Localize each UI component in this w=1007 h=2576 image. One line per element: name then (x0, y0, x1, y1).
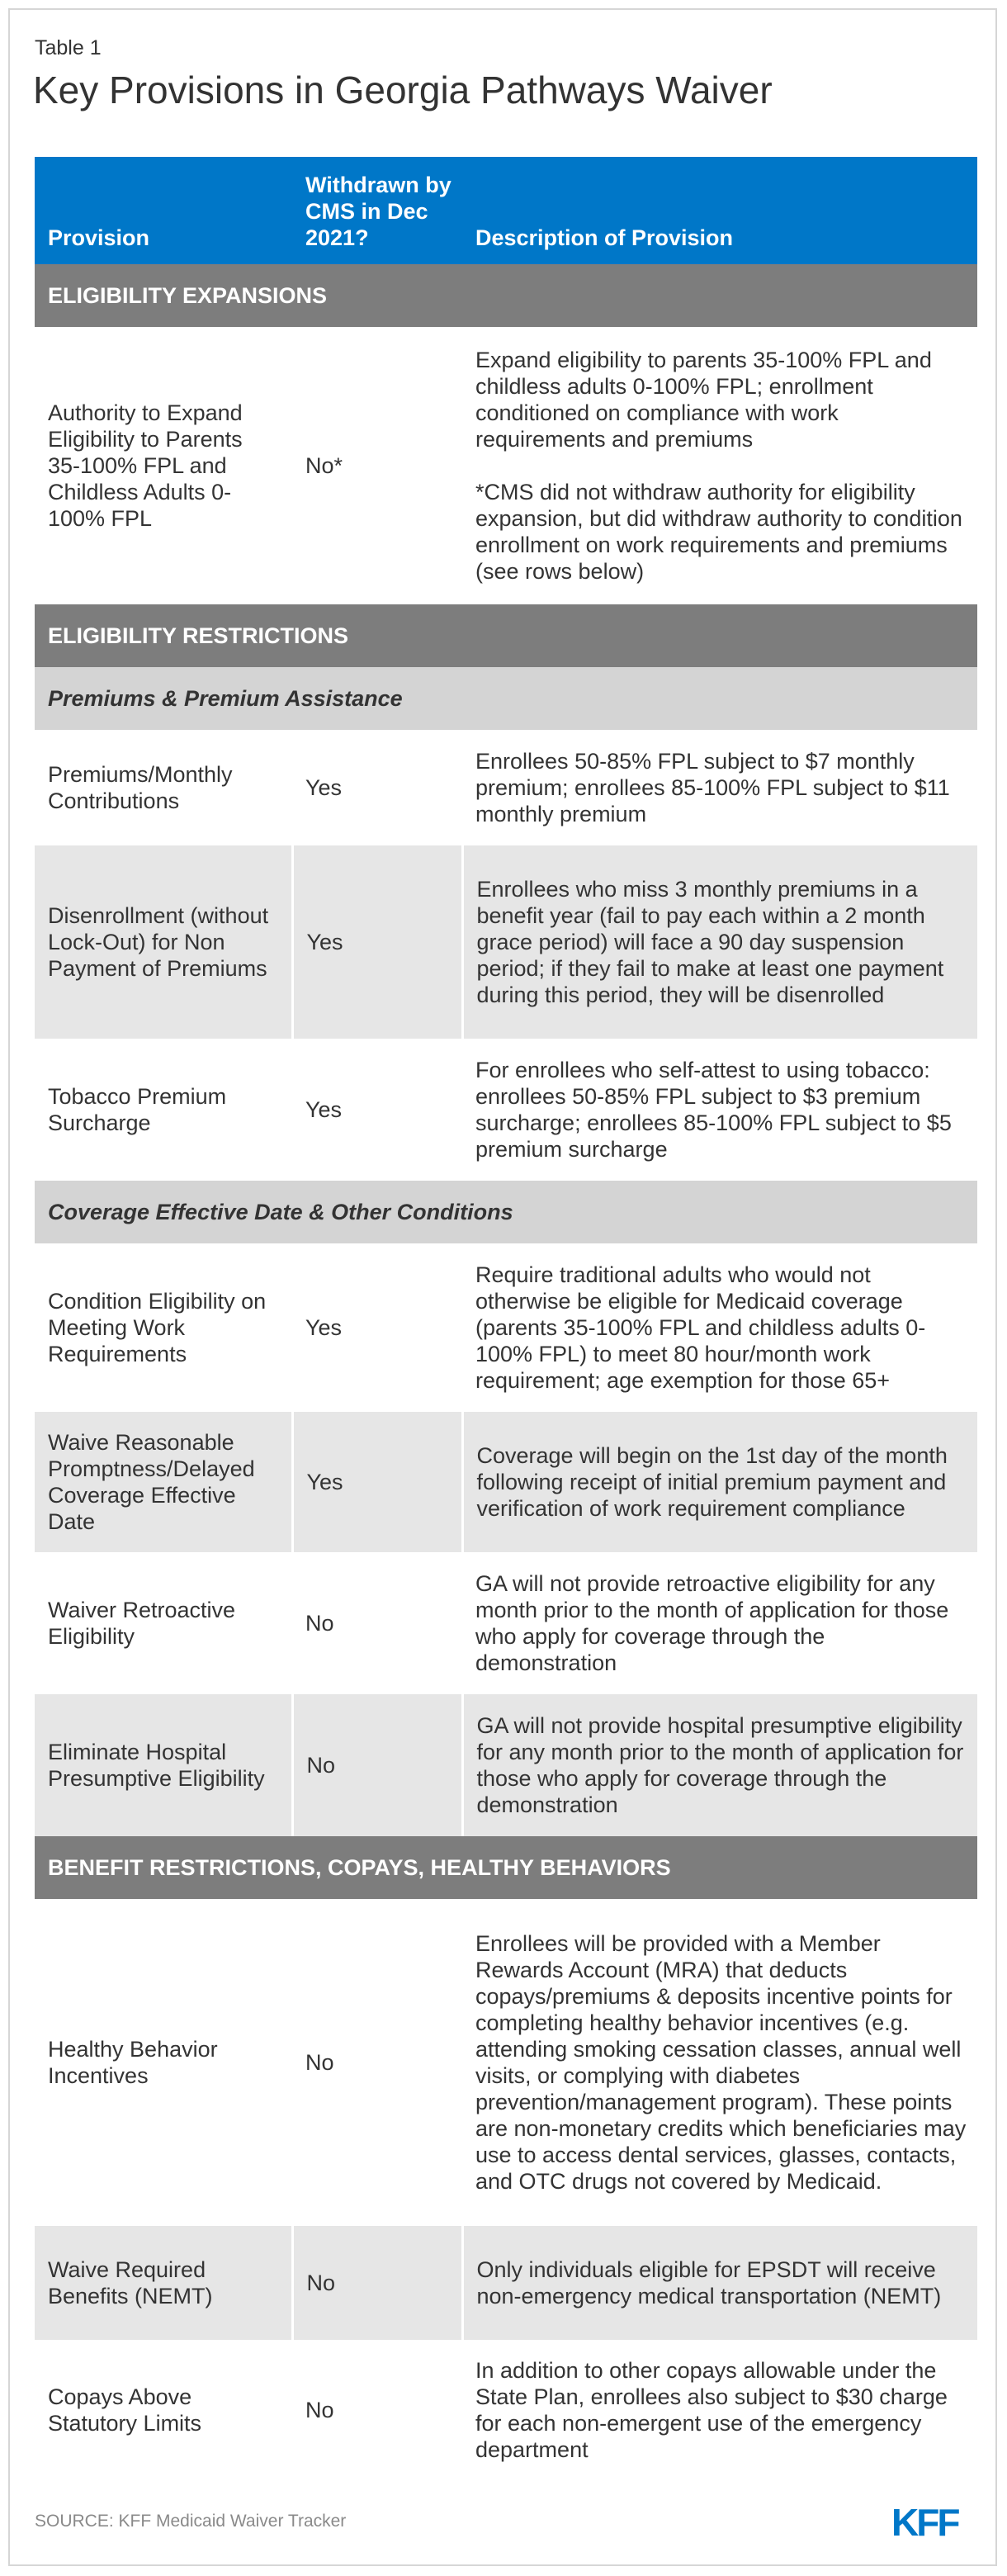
withdrawn-cell: No (292, 1694, 462, 1836)
description-cell: Coverage will begin on the 1st day of the month following receipt of initial premium payment and verification of work requirement compliance (462, 1412, 977, 1552)
subsection-row (35, 1181, 977, 1243)
column-header-provision: Provision (35, 157, 292, 264)
source-note: SOURCE: KFF Medicaid Waiver Tracker (35, 2512, 347, 2531)
withdrawn-cell: No (305, 1611, 334, 1636)
kff-logo: KFF (891, 2501, 958, 2544)
description-cell: Require traditional adults who would not otherwise be eligible for Medicaid coverage (parents 35-100% FPL and childless adults 0-100% FPL) to meet 80 hour/month work requirement; age exemption for those 65+ (475, 1262, 926, 1393)
description-cell: GA will not provide hospital presumptive eligibility for any month prior to the month of application for those who apply for coverage through the demonstration (462, 1694, 977, 1836)
provision-cell: Disenrollment (without Lock-Out) for Non Payment of Premiums (35, 845, 292, 1039)
description-cell: Only individuals eligible for EPSDT will receive non-emergency medical transportation (NEMT) (462, 2226, 977, 2340)
description-cell: Enrollees will be provided with a Member Rewards Account (MRA) that deducts copays/premiums & deposits incentive points for completing healthy behavior incentives (e.g. attending smoking cessation classes, annual well visits, or complying with diabetes prevention/management program). These points are non-monetary credits which beneficiaries may use to access dental services, glasses, contacts, and OTC drugs not covered by Medicaid. (475, 1931, 967, 2194)
table-row (35, 1412, 977, 1552)
table-row (35, 2226, 977, 2340)
table-label: Table 1 (35, 36, 102, 59)
description-cell (462, 327, 977, 604)
table-row (35, 327, 977, 604)
section-title: ELIGIBILITY RESTRICTIONS (35, 604, 977, 667)
withdrawn-cell: Yes (305, 775, 343, 800)
subsection-title: Coverage Effective Date & Other Conditions (35, 1181, 977, 1243)
description-text: Expand eligibility to parents 35-100% FPL and childless adults 0-100% FPL; enrollment conditioned on compliance with work requirements and premiums (475, 348, 932, 452)
section-title: ELIGIBILITY EXPANSIONS (35, 264, 977, 327)
subsection-title: Premiums & Premium Assistance (35, 667, 977, 730)
withdrawn-cell: Yes (292, 845, 462, 1039)
section-row (35, 264, 977, 327)
subsection-row (35, 667, 977, 730)
table-row (35, 1899, 977, 2226)
provisions-table (35, 157, 977, 2480)
provision-cell: Waiver Retroactive Eligibility (48, 1598, 236, 1649)
description-cell: For enrollees who self-attest to using tobacco: enrollees 50-85% FPL subject to $3 premium surcharge; enrollees 85-100% FPL subject to $5 premium surcharge (475, 1058, 952, 1162)
provision-cell: Tobacco Premium Surcharge (48, 1084, 227, 1135)
table-row (35, 845, 977, 1039)
withdrawn-cell: No* (305, 453, 343, 478)
table-row (35, 1694, 977, 1836)
page-title: Key Provisions in Georgia Pathways Waiver (33, 69, 773, 111)
provision-cell: Premiums/Monthly Contributions (48, 762, 233, 813)
withdrawn-cell: No (305, 2050, 334, 2075)
provision-cell: Healthy Behavior Incentives (48, 2037, 218, 2088)
section-row (35, 1836, 977, 1899)
section-row (35, 604, 977, 667)
table-row (35, 1243, 977, 1412)
section-title: BENEFIT RESTRICTIONS, COPAYS, HEALTHY BEHAVIORS (35, 1836, 977, 1899)
provision-cell: Eliminate Hospital Presumptive Eligibility (35, 1694, 292, 1836)
provision-cell: Waive Reasonable Promptness/Delayed Coverage Effective Date (35, 1412, 292, 1552)
table-header-row (35, 157, 977, 264)
description-cell: GA will not provide retroactive eligibility for any month prior to the month of application for those who apply for coverage through the demonstration (475, 1571, 949, 1675)
table-row (35, 2340, 977, 2480)
withdrawn-cell: Yes (305, 1097, 343, 1122)
withdrawn-cell: Yes (292, 1412, 462, 1552)
provision-cell: Authority to Expand Eligibility to Parents 35-100% FPL and Childless Adults 0-100% FPL (48, 400, 243, 531)
footnote-text: *CMS did not withdraw authority for eligibility expansion, but did withdraw authority to condition enrollment on work requirements and premiums (see rows below) (475, 480, 962, 584)
provision-cell: Condition Eligibility on Meeting Work Requirements (48, 1289, 267, 1366)
provision-cell: Copays Above Statutory Limits (48, 2384, 202, 2436)
table-row (35, 1039, 977, 1181)
table-row (35, 730, 977, 845)
description-cell: In addition to other copays allowable under the State Plan, enrollees also subject to $30 charge for each non-emergent use of the emergency department (475, 2358, 948, 2462)
withdrawn-cell: No (305, 2398, 334, 2422)
description-cell: Enrollees who miss 3 monthly premiums in a benefit year (fail to pay each within a 2 month grace period) will face a 90 day suspension period; if they fail to make at least one payment during this period, they will be disenrolled (462, 845, 977, 1039)
description-cell: Enrollees 50-85% FPL subject to $7 monthly premium; enrollees 85-100% FPL subject to $11 monthly premium (475, 749, 950, 826)
withdrawn-cell: No (292, 2226, 462, 2340)
column-header-withdrawn: Withdrawn by CMS in Dec 2021? (292, 157, 462, 264)
provision-cell: Waive Required Benefits (NEMT) (35, 2226, 292, 2340)
column-header-description: Description of Provision (462, 157, 977, 264)
table-row (35, 1552, 977, 1694)
withdrawn-cell: Yes (305, 1315, 343, 1340)
